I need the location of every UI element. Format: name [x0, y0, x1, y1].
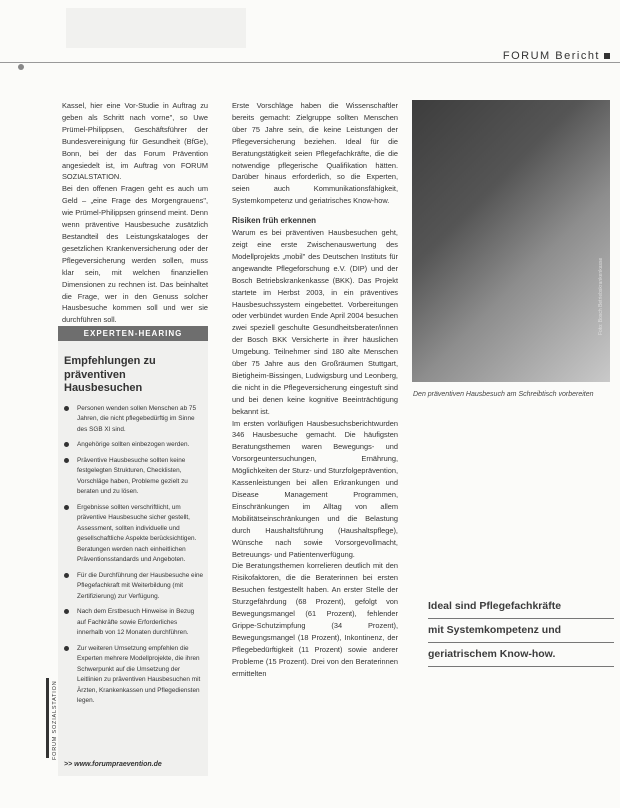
article-photo [412, 100, 610, 382]
section-title-text: FORUM Bericht [502, 50, 600, 62]
sidebar-band: EXPERTEN-HEARING [58, 326, 208, 341]
col2-paragraph: Warum es bei präventiven Hausbesuchen geht, zeigt eine erste Zwischenauswertung des Modellprojekts „mobil" des Deutschen Instituts für angewandte Pflegeforschung e.V. (DIP) und der Bosch Betriebskrankenkasse (BKK). Das Projekt startete im Herbst 2003, in ein präventives Hausbesuchssystem eingebettet. Vorbereitungen oder verbündet wurden Ende April 2004 besuchen zwei speziell geschulte Gesundheitsberater/innen der Bosch BKK Versicherte in ihrer häuslichen Umgebung. Teilnehmer sind 180 alte Menschen über 75 Jahre aus den Großräumen Stuttgart, Bietigheim-Bissingen, Ludwigsburg und Leonberg, die nicht in die Pflegeversicherung eingestuft sind und bei denen keine kognitive Beeinträchtigung bekannt ist. [232, 228, 398, 416]
registration-mark-icon [18, 64, 24, 70]
recommendation-list [58, 404, 208, 707]
header-ghost-box [66, 8, 246, 48]
vertical-marker [46, 678, 49, 758]
article-column-2 [232, 100, 398, 680]
bullet-icon [64, 646, 69, 651]
list-item-text: Ergebnisse sollten verschriftlicht, um präventive Hausbesuche sicher gestellt, Assessment, sollten individuelle und gesellschaftliche Aspekte berücksichtigen. Beratungen werden nach einheitlichen Präventionsstandards und Angeboten. [77, 503, 197, 563]
list-item [64, 571, 204, 603]
list-item [64, 503, 204, 566]
photo-caption: Den präventiven Hausbesuch am Schreibtisch vorbereiten [413, 391, 594, 398]
vertical-publication-label: FORUM SOZIALSTATION [52, 680, 58, 760]
col1-paragraph: Kassel, hier eine Vor-Studie in Auftrag zu geben als Schritt nach vorne", so Uwe Prümel-Philippsen, Geschäftsführer der Bundesvereinigung für Gesundheit (BfGe), Bonn, bei der das Forum Prävention angesiedelt ist, im Auftrag von FORUM SOZIALSTATION. [62, 101, 208, 182]
list-item-text: Präventive Hausbesuche sollten keine festgelegten Strukturen, Checklisten, Vorschläge haben, Probleme gezielt zu beraten und zu lösen. [77, 456, 188, 495]
bullet-icon [64, 609, 69, 614]
pull-quote-line: Ideal sind Pflegefachkräfte [428, 595, 614, 619]
bullet-icon [64, 406, 69, 411]
pull-quote-line: mit Systemkompetenz und [428, 619, 614, 643]
list-item-text: Zur weiteren Umsetzung empfehlen die Experten mehrere Modellprojekte, die ihren Schwerpunkt auf die Umsetzung der Leitlinien zu präventiven Hausbesuchen mit Ärzten, Krankenkassen und Pflegediensten legen. [77, 644, 201, 704]
website-link[interactable]: >> www.forumpraevention.de [64, 761, 162, 768]
col2-paragraph: Im ersten vorläufigen Hausbesuchsberichtwurden 346 Hausbesuche gemacht. Die häufigsten Beratungsthemen waren Bewegungs- und Vorsorgeuntersuchungen, Ernährung, Möglichkeiten der Sturz- und Sturzfolgeprävention, Kassenleistungen bei allen Erkrankungen und Disease Management Programmen, Einschränkungen im Alltag von allem Mobilitätseinschränkungen und die Belastung durch Haushaltsführung (Haushaltspflege), Wünsche nach sowie Vorsorgevollmacht, Betreuungs- und Patientenverfügung. [232, 418, 398, 559]
col2-paragraph: Die Beratungsthemen korrelieren deutlich mit den Risikofaktoren, die die Beraterinnen bei ersten Besuchen festgestellt haben. An erster Stelle der Sturzgefährdung (68 Prozent), gefolgt von Bewegungsmangel (61 Prozent), fehlender Grippe-Schutzimpfung (34 Prozent), Bewegungsmangel (18 Prozent), Inkontinenz, der Pflegebedürftigkeit (11 Prozent) sowie anderer Probleme (15 Prozent). Drei von den Beraterinnen ermittelten [232, 561, 398, 678]
list-item-text: Angehörige sollten einbezogen werden. [77, 441, 190, 448]
expert-hearing-box [58, 326, 208, 776]
section-square-icon [604, 53, 610, 59]
pull-quote [428, 595, 614, 667]
bullet-icon [64, 573, 69, 578]
bullet-icon [64, 505, 69, 510]
sidebar-heading [58, 341, 208, 404]
section-title [503, 50, 610, 62]
list-item-text: Für die Durchführung der Hausbesuche eine Pflegefachkraft mit Weiterbildung (mit Zertifizierung) zur Verfügung. [77, 571, 204, 600]
list-item-text: Personen wenden sollen Menschen ab 75 Jahren, die nicht pflegebedürftig im Sinne des SGB XI sind. [77, 404, 197, 433]
pull-quote-line: geriatrischem Know-how. [428, 643, 614, 667]
sidebar-heading-line: präventiven Hausbesuchen [64, 368, 143, 394]
list-item [64, 440, 204, 451]
photo-credit: Foto: Bosch Betriebskrankenkasse [598, 257, 604, 335]
header-rule [0, 62, 620, 63]
article-column-1 [62, 100, 208, 326]
list-item [64, 456, 204, 498]
page-header [0, 0, 620, 62]
list-item [64, 607, 204, 639]
sidebar-heading-line: Empfehlungen zu [64, 355, 156, 367]
list-item [64, 644, 204, 707]
bullet-icon [64, 458, 69, 463]
list-item-text: Nach dem Erstbesuch Hinweise in Bezug auf Fachkräfte sowie Erforderliches innerhalb von 12 Monaten durchführen. [77, 608, 195, 636]
subheading: Risiken früh erkennen [232, 216, 317, 226]
bullet-icon [64, 442, 69, 447]
col2-paragraph: Erste Vorschläge haben die Wissenschaftler bereits gemacht: Zielgruppe sollten Menschen über 75 Jahre sein, die keine Leistungen der Pflegeversicherung beziehen. Ideal für die Beratungstätigkeit seien Pflegefachkräfte, die die notwendige pflegerische Qualifikation hätten. Darüber hinaus erforderlich, so die Experten, seien auch Kommunikationsfähigkeit, Systemkompetenz und geriatrisches Know-how. [232, 101, 398, 206]
list-item [64, 404, 204, 436]
col1-paragraph: Bei den offenen Fragen geht es auch um Geld – „eine Frage des Morgengrauens", wie Prümel-Philippsen grinsend meint. Denn wenn präventive Hausbesuche zusätzlich Bestandteil des Leistungskataloges der gesetzlichen Krankenversicherung oder der Pflegeversicherung werden sollen, muss klar sein, mit welchen finanziellen Dimensionen zu rechnen ist. Das beinhaltet die Frage, wer in den Genuss solcher Hausbesuche kommen soll und wer sie durchführen soll. [62, 184, 208, 325]
